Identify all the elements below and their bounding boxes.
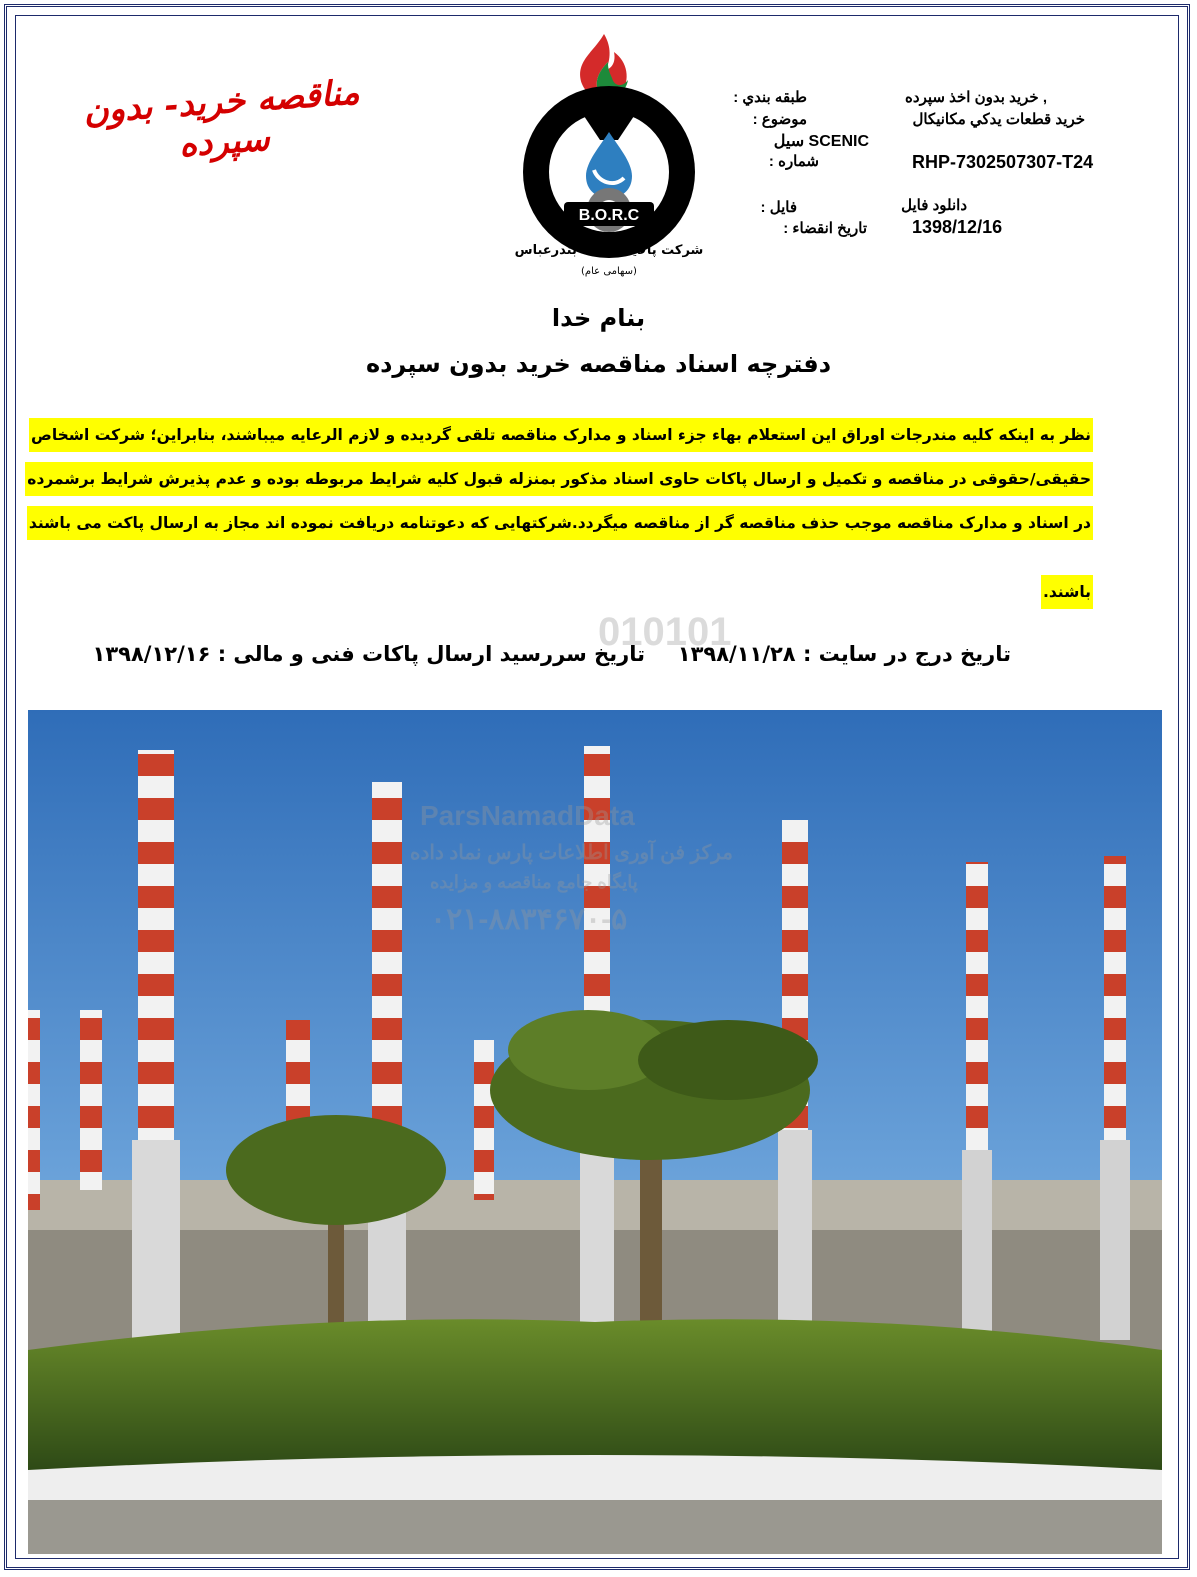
notice-line-1: نظر به اینکه کلیه مندرجات اوراق این استعلام بهاء جزء اسناد و مدارک مناقصه تلقی گردیده و لازم الرعایه میباشند، بنابراین؛ شرکت اشخاص xyxy=(29,426,1093,444)
watermark-binary: 010101 xyxy=(598,610,732,654)
subject-label: موضوع : xyxy=(752,111,807,128)
logo-name: شرکت پالایش نفت بندرعباس xyxy=(514,243,704,258)
heading-bismillah: بنام خدا xyxy=(551,304,646,332)
notice-line-2: حقیقی/حقوقی در مناقصه و تکمیل و ارسال پاکات حاوی اسناد مذکور بمنزله قبول کلیه شرایط مربوطه بوده و عدم پذیرش شرایط برشمرده xyxy=(25,470,1093,488)
posted-date: تاریخ درج در سایت : ۱۳۹۸/۱۱/۲۸ xyxy=(677,642,1011,666)
watermark-line-2: پایگاه جامع مناقصه و مزایده xyxy=(430,872,638,892)
deadline-date: تاریخ سررسید ارسال پاکات فنی و مالی : ۱۳۹۸/۱۲/۱۶ xyxy=(92,642,645,666)
category-value: , خريد بدون اخذ سپرده xyxy=(905,89,1047,106)
document-title: دفترچه اسناد مناقصه خرید بدون سپرده xyxy=(365,350,832,378)
refinery-photo xyxy=(28,710,1162,1554)
watermark-line-1: مرکز فن آوری اطلاعات پارس نماد داده xyxy=(410,842,733,864)
expiry-value: 1398/12/16 xyxy=(912,217,1003,237)
file-label: فايل : xyxy=(760,199,797,216)
file-download-link[interactable]: دانلود فايل xyxy=(901,197,967,214)
notice-line-3: در اسناد و مدارک مناقصه موجب حذف مناقصه گر از مناقصه میگردد.شرکتهایی که دعوتنامه دریافت نموده اند مجاز به ارسال پاکت می باشند xyxy=(27,514,1093,532)
logo-abbrev: B.O.R.C xyxy=(578,207,640,224)
number-label: شماره : xyxy=(768,153,819,170)
handwritten-title: مناقصه خرید- بدون سپرده xyxy=(82,72,361,166)
category-label: طبقه بندي : xyxy=(733,89,807,106)
subject-value-2: SCENIC سيل xyxy=(773,133,869,150)
expiry-label: تاريخ انقضاء : xyxy=(783,220,867,237)
borc-logo xyxy=(504,22,714,284)
logo-sub: (سهامی عام) xyxy=(581,266,637,277)
notice-line-4: باشند. xyxy=(1041,583,1093,601)
number-value: RHP-7302507307-T24 xyxy=(912,152,1094,172)
subject-value: خريد قطعات يدكي مكانيكال xyxy=(912,111,1085,128)
watermark-phone: ۰۲۱-۸۸۳۴۶۷۰-۵ xyxy=(430,903,628,936)
watermark-brand: ParsNamadData xyxy=(420,800,635,831)
